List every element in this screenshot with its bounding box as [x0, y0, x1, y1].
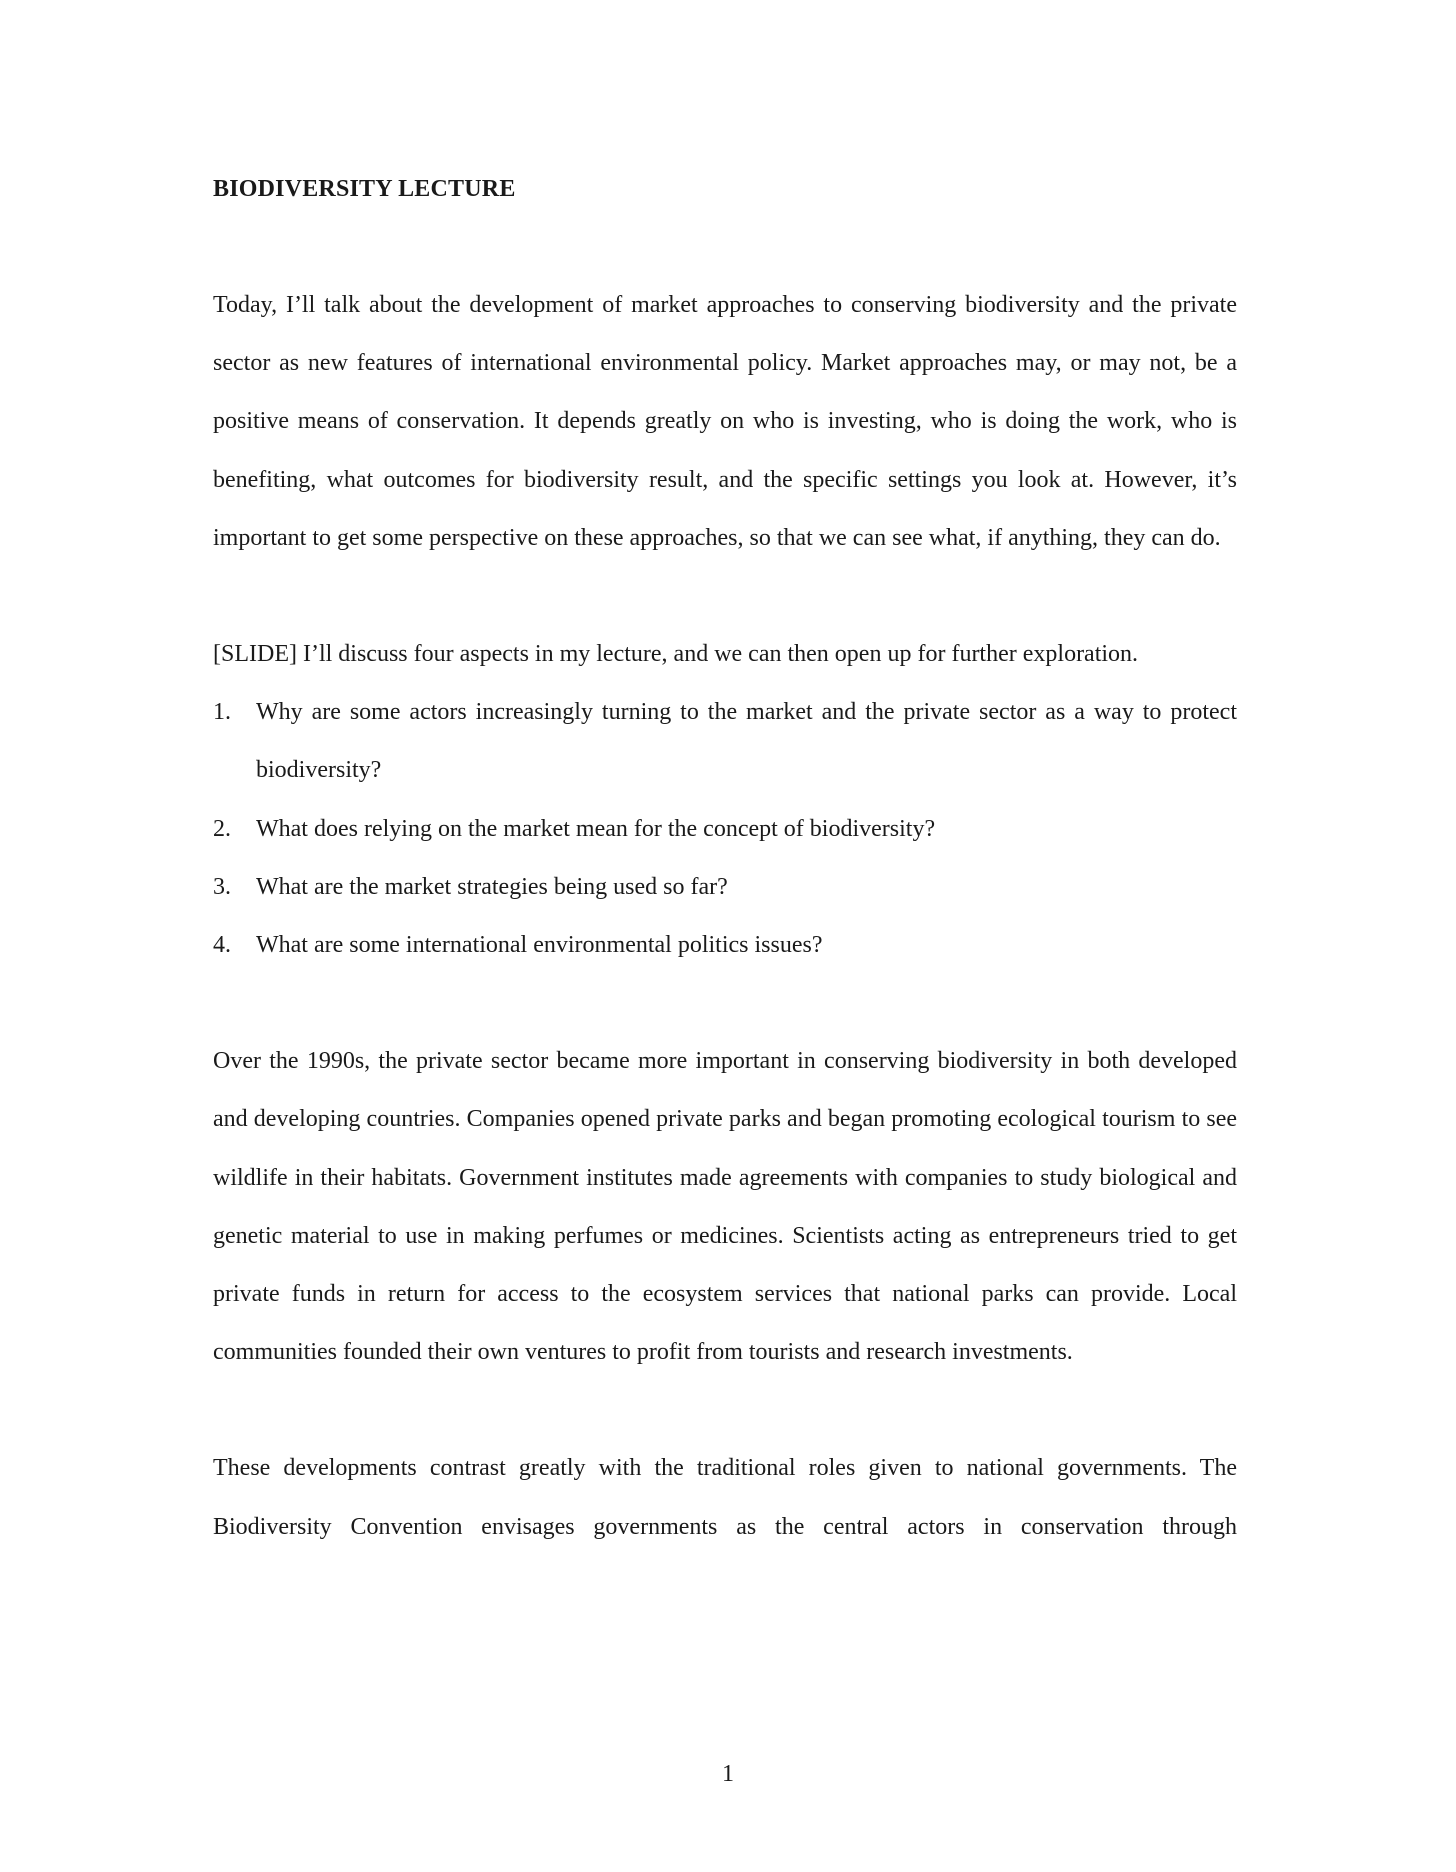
contrast-paragraph: These developments contrast greatly with the traditional roles given to national governments. The Biodiversity Convention envisages governments as the central actors in conservation through	[213, 1455, 1237, 1540]
page-number: 1	[722, 1761, 734, 1787]
list-item-number: 4.	[213, 932, 231, 959]
spacer	[213, 218, 1237, 276]
list-item-text: Why are some actors increasingly turning to the market and the private sector as a way to protect biodiversity?	[256, 699, 1237, 784]
intro-paragraph: Today, I’ll talk about the development of market approaches to conserving biodiversity and the private sector as new features of international environmental policy. Market approaches may, or may not, be a positive means of conservation. It depends greatly on who is investing, who is doing the work, who is benefiting, what outcomes for biodiversity result, and the specific settings you look at. However, it’s important to get some perspective on these approaches, so that we can see what, if anything, they can do.	[213, 292, 1237, 551]
list-item-number: 1.	[213, 699, 231, 726]
list-item-text: What are the market strategies being used so far?	[256, 873, 728, 900]
spacer	[213, 567, 1237, 625]
list-item-number: 2.	[213, 815, 231, 842]
page-content	[213, 160, 1237, 1556]
list-item-number: 3.	[213, 873, 231, 900]
list-item	[213, 916, 1237, 974]
nineties-paragraph: Over the 1990s, the private sector became more important in conserving biodiversity in both developed and developing countries. Companies opened private parks and began promoting ecological tourism to see wildlife in their habitats. Government institutes made agreements with companies to study biological and genetic material to use in making perfumes or medicines. Scientists acting as entrepreneurs tried to get private funds in return for access to the ecosystem services that national parks can provide. Local communities founded their own ventures to profit from tourists and research investments.	[213, 1048, 1237, 1366]
list-item-text: What are some international environmental politics issues?	[256, 932, 823, 959]
list-item	[213, 800, 1237, 858]
spacer	[213, 1381, 1237, 1439]
list-item	[213, 683, 1237, 799]
spacer	[213, 974, 1237, 1032]
lecture-questions-list	[213, 683, 1237, 974]
slide-intro-paragraph: [SLIDE] I’ll discuss four aspects in my lecture, and we can then open up for further exploration.	[213, 641, 1139, 668]
list-item-text: What does relying on the market mean for the concept of biodiversity?	[256, 815, 936, 842]
document-title: BIODIVERSITY LECTURE	[213, 176, 516, 202]
list-item	[213, 858, 1237, 916]
